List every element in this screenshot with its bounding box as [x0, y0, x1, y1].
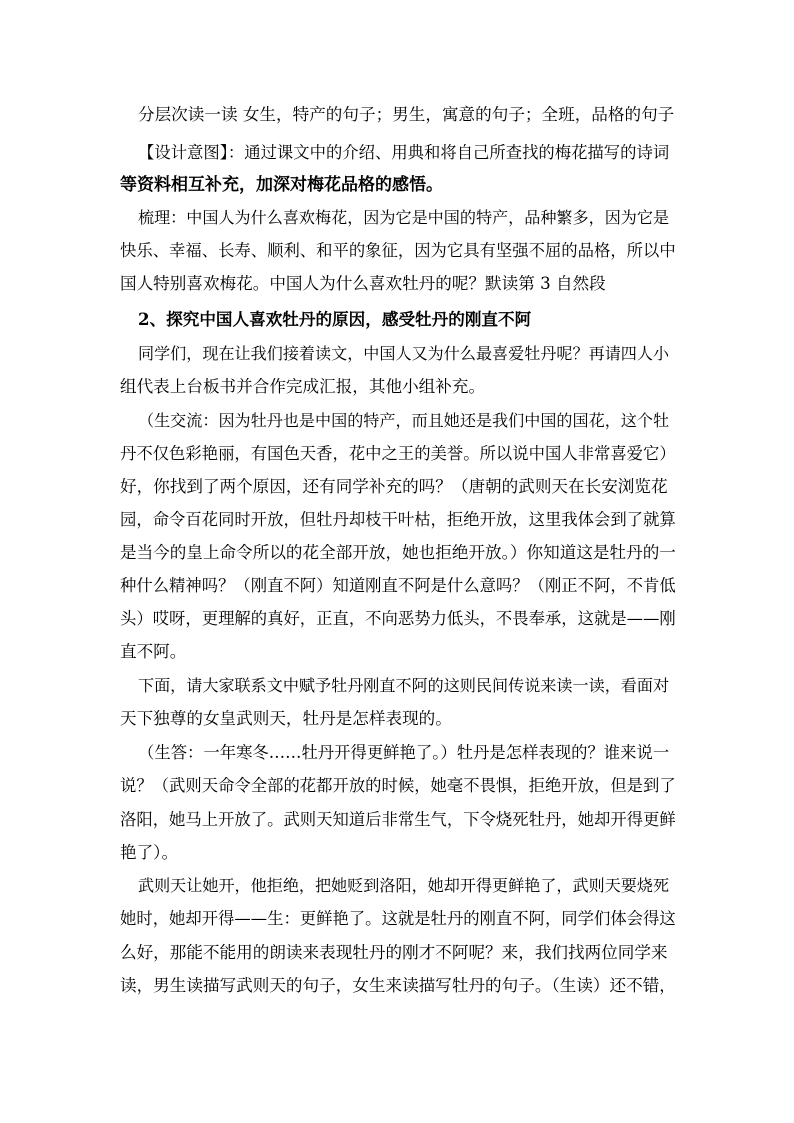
text-line-student-exchange-cont-4: 是当今的皇上命令所以的花全部开放，她也拒绝开放。）你知道这是牡丹的一: [120, 543, 676, 562]
text-line-student-exchange-cont-3: 园，命令百花同时开放，但牡丹却枝干叶枯，拒绝开放，这里我体会到了就算: [120, 510, 676, 529]
text-line-summary: 梳理：中国人为什么喜欢梅花，因为它是中国的特产，品种繁多，因为它是: [138, 208, 670, 227]
text-line-student-exchange-cont-6: 头）哎呀，更理解的真好，正直，不向恶势力低头，不畏奉承，这就是——刚: [120, 609, 676, 628]
text-line-paragraph-3: 武则天让她开，他拒绝，把她贬到洛阳，她却开得更鲜艳了，武则天要烧死: [138, 876, 670, 895]
text-line-student-exchange-cont-1: 丹不仅色彩艳丽，有国色天香，花中之王的美誉。所以说中国人非常喜爱它）: [120, 444, 676, 463]
text-line-paragraph-1-cont: 组代表上台板书并合作完成汇报，其他小组补充。: [120, 377, 486, 396]
text-line-student-exchange-cont-2: 好，你找到了两个原因，还有同学补充的吗？（唐朝的武则天在长安浏览花: [120, 477, 668, 496]
text-line-student-exchange-cont-5: 种什么精神吗？（刚直不阿）知道刚直不阿是什么意吗？（刚正不阿，不肯低: [120, 576, 676, 595]
section-heading-peony: 2、探究中国人喜欢牡丹的原因，感受牡丹的刚直不阿: [138, 309, 532, 329]
text-line-student-answer-cont-3: 艳了）。: [120, 843, 179, 862]
text-line-paragraph-2-cont: 天下独尊的女皇武则天，牡丹是怎样表现的。: [120, 709, 452, 728]
text-line-reading-groups: 分层次读一读 女生，特产的句子；男生，寓意的句子；全班，品格的句子: [138, 105, 675, 124]
text-line-design-intent-cont: 等资料相互补充，加深对梅花品格的感悟。: [120, 175, 443, 195]
text-line-paragraph-3-cont-3: 读，男生读描写武则天的句子，女生来读描写牡丹的句子。（生读）还不错，: [120, 976, 676, 995]
text-line-paragraph-3-cont-1: 她时，她却开得——生：更鲜艳了。这就是牡丹的刚直不阿，同学们体会得这: [120, 909, 676, 928]
text-line-student-answer-cont-1: 说？（武则天命令全部的花都开放的时候，她毫不畏惧，拒绝开放，但是到了: [120, 776, 676, 795]
text-line-student-answer: （生答：一年寒冬……牡丹开得更鲜艳了。）牡丹是怎样表现的？谁来说一: [138, 743, 670, 762]
text-line-paragraph-1: 同学们，现在让我们接着读文，中国人又为什么最喜爱牡丹呢？再请四人小: [138, 344, 670, 363]
text-line-student-exchange: （生交流：因为牡丹也是中国的特产，而且她还是我们中国的国花，这个牡: [138, 411, 670, 430]
text-line-student-answer-cont-2: 洛阳，她马上开放了。武则天知道后非常生气，下令烧死牡丹，她却开得更鲜: [120, 810, 676, 829]
text-line-paragraph-2: 下面，请大家联系文中赋予牡丹刚直不阿的这则民间传说来读一读，看面对: [138, 676, 670, 695]
text-line-summary-cont-2: 国人特别喜欢梅花。中国人为什么喜欢牡丹的呢？默读第 3 自然段: [120, 274, 606, 293]
text-line-summary-cont-1: 快乐、幸福、长寿、顺利、和平的象征，因为它具有坚强不屈的品格，所以中: [120, 241, 676, 260]
text-line-paragraph-3-cont-2: 么好，那能不能用的朗读来表现牡丹的刚才不阿呢？来，我们找两位同学来: [120, 943, 668, 962]
text-line-design-intent: 【设计意图】：通过课文中的介绍、用典和将自己所查找的梅花描写的诗词: [138, 143, 670, 162]
text-line-student-exchange-cont-7: 直不阿。: [120, 642, 187, 661]
